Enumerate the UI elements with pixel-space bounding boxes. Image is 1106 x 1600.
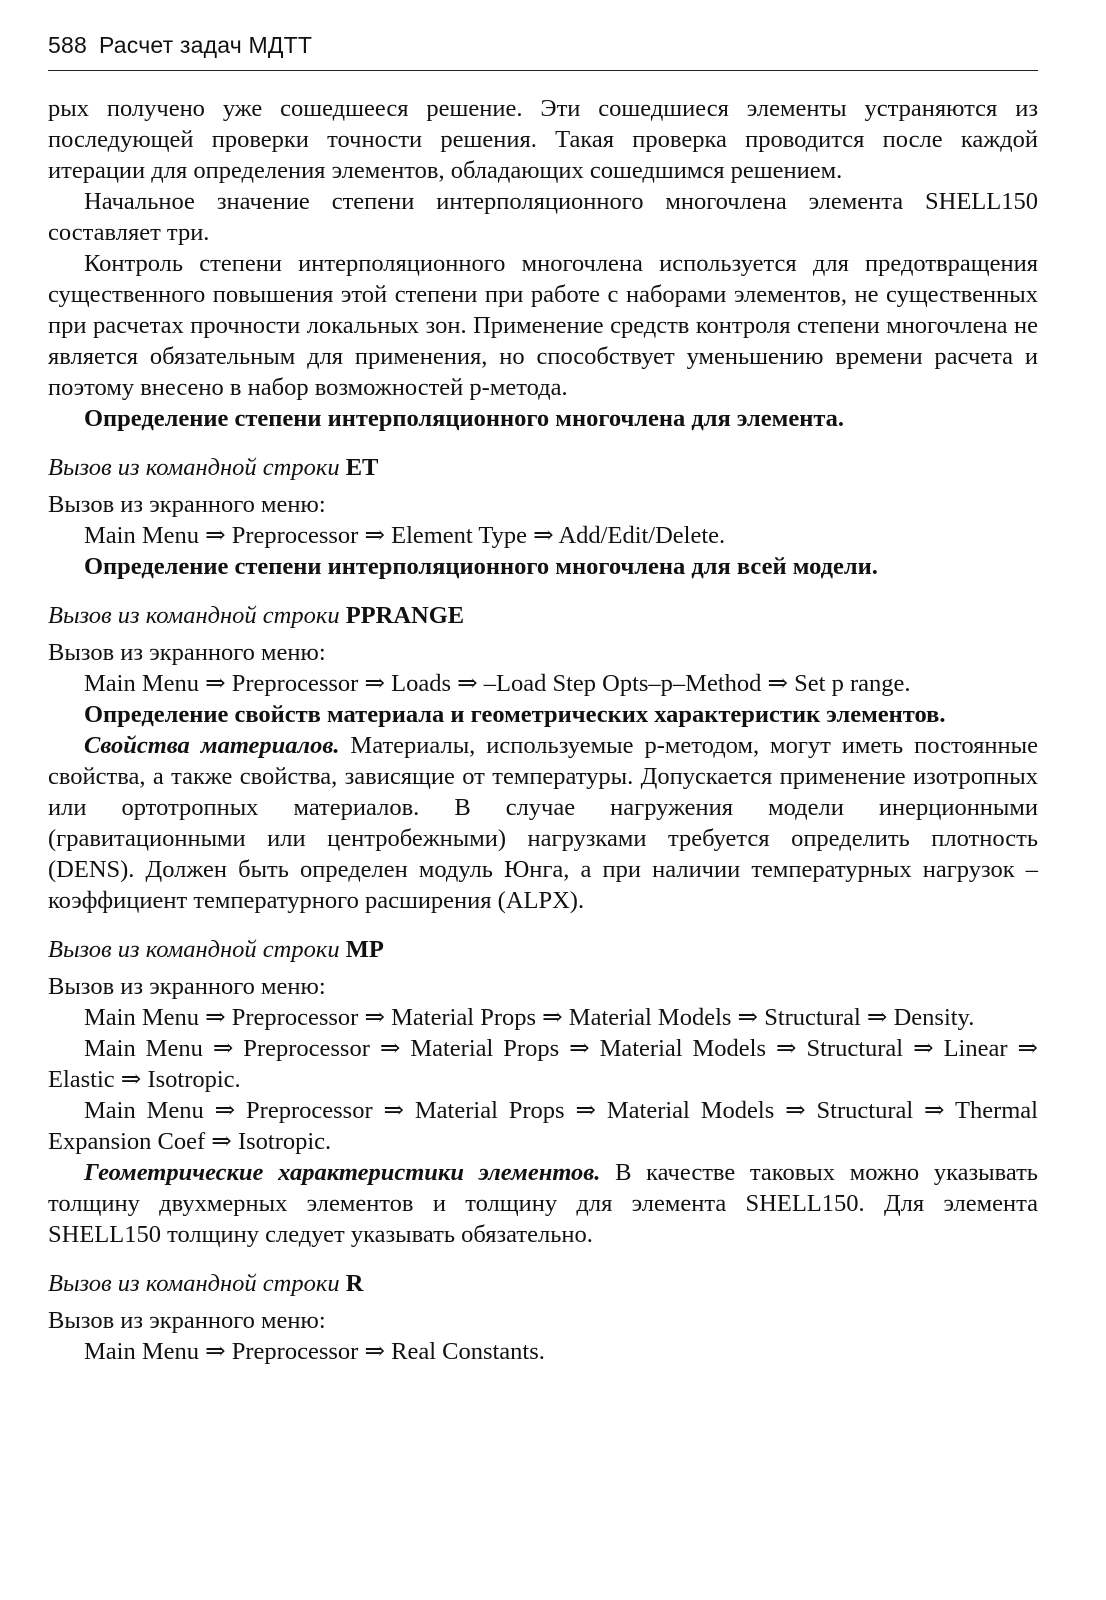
- menu-path-et: Main Menu ⇒ Preprocessor ⇒ Element Type ⇒ Add/Edit/Delete.: [84, 522, 726, 549]
- menu-path-elastic: Main Menu ⇒ Preprocessor ⇒ Material Props ⇒ Material Models ⇒ Structural ⇒ Linear ⇒ Elastic ⇒ Isotropic.: [48, 1035, 1038, 1093]
- paragraph-geometry: [48, 1157, 1038, 1250]
- command-line-prefix: Вызов из командной строки: [48, 454, 340, 481]
- heading-material-properties: Определение свойств материала и геометрических характеристик элементов.: [84, 701, 946, 728]
- menu-path-pprange: Main Menu ⇒ Preprocessor ⇒ Loads ⇒ –Load Step Opts–p–Method ⇒ Set p range.: [84, 670, 911, 697]
- menu-path-density: Main Menu ⇒ Preprocessor ⇒ Material Props ⇒ Material Models ⇒ Structural ⇒ Density.: [84, 1004, 975, 1031]
- command-line-pprange: [48, 600, 1038, 631]
- page-number: 588: [48, 32, 87, 58]
- command-r: R: [345, 1270, 364, 1297]
- running-title: Расчет задач МДТТ: [98, 32, 313, 58]
- paragraph-convergence: рых получено уже сошедшееся решение. Эти сошедшиеся элементы устраняются из последующей проверки точности решения. Такая проверка проводится после каждой итерации для определения элементов, обладающих сошедшимся решением.: [48, 95, 1038, 184]
- command-line-prefix: Вызов из командной строки: [48, 1270, 340, 1297]
- command-line-prefix: Вызов из командной строки: [48, 602, 340, 629]
- running-header: [48, 30, 1038, 71]
- command-line-et: [48, 452, 1038, 483]
- menu-path-thermal: Main Menu ⇒ Preprocessor ⇒ Material Props ⇒ Material Models ⇒ Structural ⇒ Thermal Expansion Coef ⇒ Isotropic.: [48, 1097, 1038, 1155]
- paragraph-materials: [48, 730, 1038, 916]
- menu-label-pprange: Вызов из экранного меню:: [48, 639, 326, 666]
- command-line-r: [48, 1268, 1038, 1299]
- lead-materials: Свойства материалов.: [84, 732, 340, 759]
- command-line-prefix: Вызов из командной строки: [48, 936, 340, 963]
- document-page: [48, 30, 1038, 1367]
- menu-label-r: Вызов из экранного меню:: [48, 1307, 326, 1334]
- command-mp: MP: [345, 936, 384, 963]
- heading-element-degree: Определение степени интерполяционного многочлена для элемента.: [84, 405, 845, 432]
- paragraph-initial-degree: Начальное значение степени интерполяционного многочлена элемента SHELL150 составляет три.: [48, 188, 1038, 246]
- command-et: ET: [345, 454, 379, 481]
- geometry-text: В качестве таковых можно указывать толщину двухмерных элементов и толщину для элемента SHELL150. Для элемента SHELL150 толщину следует указывать обязательно.: [48, 1159, 1038, 1248]
- materials-text: Материалы, используемые p-методом, могут иметь постоянные свойства, а также свойства, зависящие от температуры. Допускается применение изотропных или ортотропных материалов. В случае нагружения модели инерционными (гравитационными или центробежными) нагрузками требуется определить плотность (DENS). Должен быть определен модуль Юнга, а при наличии температурных нагрузок – коэффициент температурного расширения (ALPX).: [48, 732, 1038, 914]
- menu-label-mp: Вызов из экранного меню:: [48, 973, 326, 1000]
- menu-label-et: Вызов из экранного меню:: [48, 491, 326, 518]
- command-line-mp: [48, 934, 1038, 965]
- paragraph-degree-control: Контроль степени интерполяционного многочлена используется для предотвращения существенного повышения этой степени при работе с наборами элементов, не существенных при расчетах прочности локальных зон. Применение средств контроля степени многочлена не является обязательным для применения, но способствует уменьшению времени расчета и поэтому внесено в набор возможностей p-метода.: [48, 250, 1038, 401]
- heading-model-degree: Определение степени интерполяционного многочлена для всей модели.: [84, 553, 878, 580]
- menu-path-real-constants: Main Menu ⇒ Preprocessor ⇒ Real Constants.: [84, 1338, 545, 1365]
- lead-geometry: Геометрические характеристики элементов.: [84, 1159, 601, 1186]
- command-pprange: PPRANGE: [345, 602, 465, 629]
